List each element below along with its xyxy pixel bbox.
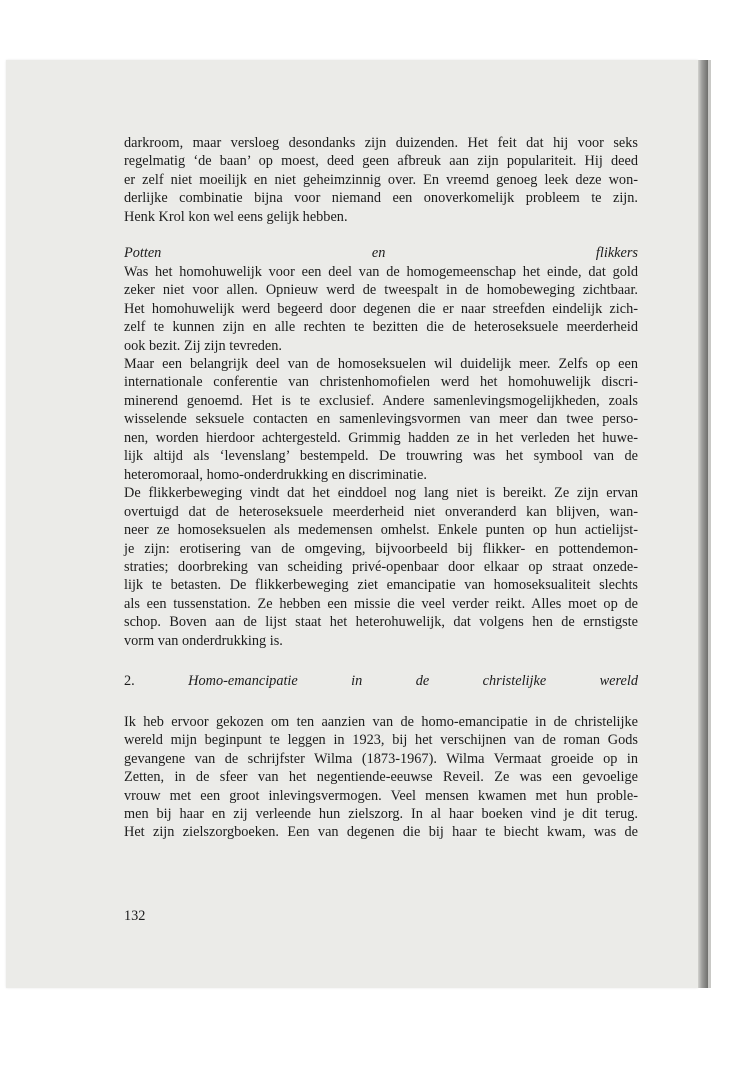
text-line: vrouw met een groot inlevingsvermogen. Veel mensen kwamen met hun proble- <box>124 787 638 804</box>
subheading-potten-en-flikkers: Potten en flikkers <box>124 245 638 262</box>
text-line: heteromoraal, homo-onderdrukking en discriminatie. <box>124 466 427 483</box>
text-line: lijk te betasten. De flikkerbeweging ziet emancipatie van homoseksualiteit slechts <box>124 577 638 594</box>
text-line: straties; doorbreking van scheiding privé-openbaar door elkaar op straat onzede- <box>124 558 638 575</box>
text-line: Het homohuwelijk werd begeerd door degenen die er naar streefden eindelijk zich- <box>124 300 638 317</box>
paragraph-homoseksuelen <box>124 355 638 484</box>
text-line: minerend genoemd. Het is te exclusief. Andere samenlevingsmogelijkheden, zoals <box>124 392 638 409</box>
text-line: neer ze homoseksuelen als medemensen omhelst. Enkele punten op hun actielijst- <box>124 522 638 539</box>
paragraph-wilma <box>124 713 638 842</box>
text-line: ook bezit. Zij zijn tevreden. <box>124 337 283 354</box>
text-line: zeker niet voor allen. Opnieuw werd de tweespalt in de homobeweging zichtbaar. <box>124 282 638 299</box>
paragraph-flikkerbeweging <box>124 484 638 650</box>
book-binding-shadow <box>698 60 708 988</box>
text-line: wisselende seksuele contacten en samenlevingsvormen van meer dan twee perso- <box>124 411 638 428</box>
section-heading <box>124 672 638 690</box>
text-line: nen, worden hierdoor achtergesteld. Grimmig hadden ze in het verleden het huwe- <box>124 429 638 446</box>
text-line: Ik heb ervoor gekozen om ten aanzien van de homo-emancipatie in de christelijke <box>124 713 638 730</box>
text-line: darkroom, maar versloeg desondanks zijn duizenden. Het feit dat hij voor seks <box>124 135 638 151</box>
text-line: schop. Boven aan de lijst staat het heterohuwelijk, dat volgens hen de ernstigste <box>124 614 638 631</box>
intro-paragraph <box>124 134 638 226</box>
text-line: wereld mijn beginpunt te leggen in 1923, bij het verschijnen van de roman Gods <box>124 732 638 749</box>
text-line: vorm van onderdrukking is. <box>124 632 283 649</box>
text-line: derlijke combinatie bijna voor niemand een onoverkomelijk probleem te zijn. <box>124 190 638 207</box>
text-line: Was het homohuwelijk voor een deel van de homogemeenschap het einde, dat gold <box>124 263 638 280</box>
text-line: als een tussenstation. Ze hebben een missie die veel verder reikt. Alles moet op de <box>124 595 638 612</box>
text-line: lijk altijd als ‘levenslang’ bestempeld. De trouwring was het symbool van de <box>124 448 638 465</box>
text-line: internationale conferentie van christenhomofielen werd het homohuwelijk discri- <box>124 374 638 391</box>
text-line: er zelf niet moeilijk en niet geheimzinnig over. En vreemd genoeg leek deze won- <box>124 171 638 188</box>
book-page-edge <box>708 60 711 988</box>
section-title: Homo-emancipatie in de christelijke wereld <box>188 673 638 690</box>
text-line: Zetten, in de sfeer van het negentiende-eeuwse Reveil. Ze was een gevoelige <box>124 769 638 786</box>
body-text <box>124 134 638 842</box>
text-line: je zijn: erotisering van de omgeving, bijvoorbeeld bij flikker- en pottendemon- <box>124 540 638 557</box>
text-line: Henk Krol kon wel eens gelijk hebben. <box>124 208 348 225</box>
paragraph-homohuwelijk <box>124 263 638 355</box>
text-line: Maar een belangrijk deel van de homoseksuelen wil duidelijk meer. Zelfs op een <box>124 355 638 372</box>
text-line: men bij haar en zij verleende hun zielszorg. In al haar boeken vind je dit terug. <box>124 805 638 822</box>
page-number: 132 <box>124 908 146 924</box>
text-line: overtuigd dat de heteroseksuele meerderheid niet onveranderd kan blijven, wan- <box>124 503 638 520</box>
text-line: regelmatig ‘de baan’ op moest, deed geen afbreuk aan zijn populariteit. Hij deed <box>124 153 638 170</box>
text-line: Het zijn zielszorgboeken. Een van degenen die bij haar te biecht kwam, was de <box>124 824 638 841</box>
text-line: De flikkerbeweging vindt dat het einddoel nog lang niet is bereikt. Ze zijn ervan <box>124 485 638 502</box>
section-number: 2. <box>124 673 135 690</box>
text-line: gevangene van de schrijfster Wilma (1873-1967). Wilma Vermaat groeide op in <box>124 750 638 767</box>
text-line: zelf te kunnen zijn en alle rechten te bezitten die de heteroseksuele meerderheid <box>124 319 638 336</box>
